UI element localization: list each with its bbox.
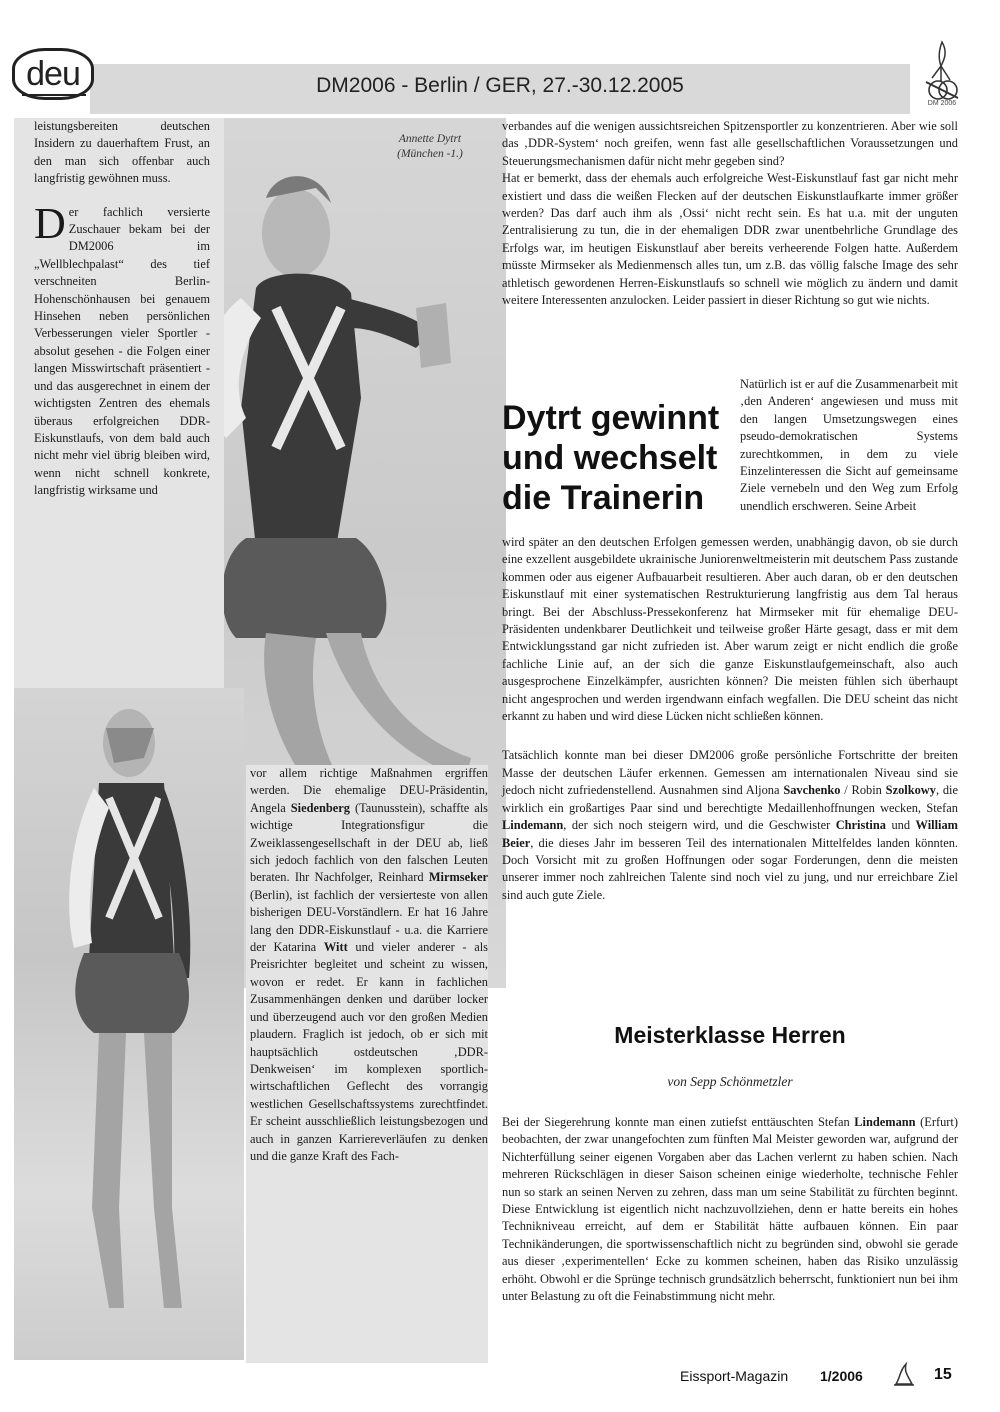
right-column-rest	[502, 534, 958, 904]
left-body-paragraph	[34, 198, 210, 500]
middle-column	[246, 765, 488, 1363]
section-byline: von Sepp Schönmetzler	[667, 1074, 793, 1089]
deu-logo: deu	[12, 48, 94, 100]
left-body-text: er fachlich versierte Zuschauer bekam bei der DM2006 im „Wellblechpalast“ des tief verschneiten Berlin-Hohenschönhausen bei genauem Hinsehen neben persönlichen Verbesserungen vieler Sportler - absolut gesehen - die Folgen einer langen Misswirtschaft präsentiert - und das ausgerechnet in einem der wichtigsten Zentren des ehemals überaus erfolgreichen DDR-Eiskunstlaufs, von dem bald auch nicht mehr viel übrig bleiben wird, wenn nicht schnell konkrete, langfristig wirksame und	[34, 204, 210, 498]
headline-side-text: Natürlich ist er auf die Zusammenarbeit mit ‚den Anderen‘ angewiesen und muss mit den langen Umsetzungswegen eines pseudo-demokratischen Systems zurechtkommen, in dem zu viele Einzelinteressen die Sicht auf gemeinsame Ziele vernebeln und den Weg zum Erfolg unendlich erschweren. Seine Arbeit	[740, 377, 958, 513]
section2-body	[502, 1114, 958, 1305]
right-para-1: verbandes auf die wenigen aussichtsreichen Spitzensportler zu konzentrieren. Aber wie soll das ‚DDR-System‘ noch greifen, wenn fast alle gesellschaftlichen Voraussetzungen und Steuerungsmechanismen dafür nicht mehr gegeben sind?	[502, 119, 958, 168]
headline-line-2: und wechselt	[502, 439, 718, 477]
para4-text-c: , der sich noch steigern wird, und die Geschwister	[563, 818, 836, 833]
emblem-caption: DM 2006	[927, 100, 957, 107]
right-para-2: Hat er bemerkt, dass der ehemals auch erfolgreiche West-Eiskunstlauf fast gar nicht mehr existiert und dass die weißen Flecken auf der deutschen Eiskunstlaufkarte immer größer werden? Das darf auch ihm als ‚Ossi‘ nicht recht sein. Es hat u.a. mit der unguten Zentralisierung zu tun, die in der ehemaligen DDR zwar unentbehrliche Grundlage des Erfolgs war, im heutigen Eiskunstlauf aber bereits verheerende Folgen hatte. Außerdem müsste Mirmseker als Medienmensch alles tun, um z.B. das völlig falsche Image des sehr athletisch gewordenen Herren-Eiskunstlaufs so schnell wie möglich zu ändern und damit weitere Interessenten anzulocken. Leider passiert in dieser Richtung so gut wie nichts.	[502, 171, 958, 308]
logo-underline	[22, 94, 86, 102]
skater-emblem-icon	[912, 38, 972, 110]
mid-text-d: und vieler anderer - als Preisrichter begleitet und scheint zu wissen, wovon er redet. Er kann in fachlichen Zusammenhängen denken und darüber locker und überzeugend auch vor den großen Medien plaudern. Fraglich ist jedoch, ob er sich mit hauptsächlich ostdeutschen ‚DDR-Denkweisen‘ im komplexen sportlich-wirtschaftlichen Geflecht des vorrangig westlichen Gesellschaftssystems zurechtfindet. Er scheint ausschließlich leistungsbezogen und auch in ganzen Karriereverläufen zu denken und die ganze Kraft des Fach-	[250, 940, 489, 1163]
mid-name-mirmseker: Mirmseker	[428, 870, 488, 885]
s2-name-lindemann: Lindemann	[854, 1115, 916, 1129]
footer-magazine: Eissport-Magazin	[680, 1368, 789, 1384]
article-headline	[502, 398, 732, 518]
page-header-title: DM2006 - Berlin / GER, 27.-30.12.2005	[316, 74, 684, 97]
caption-detail: (München -1.)	[397, 148, 463, 160]
para4-text-b: , die wirklich ein großartiges Paar sind und berechtigte Medaillenhoffnungen wecken, Stefan	[502, 783, 958, 815]
footer-swan-icon	[892, 1360, 916, 1391]
mid-name-witt: Witt	[323, 940, 348, 955]
skater-silhouette-secondary	[14, 688, 244, 1360]
page-footer	[680, 1366, 970, 1390]
footer-issue: 1/2006	[820, 1368, 863, 1384]
photo-main-caption	[380, 132, 480, 162]
para4-text-a: Tatsächlich konnte man bei dieser DM2006 große persönliche Fortschritte der breiten Masse der deutschen Läufer erkennen. Gemessen am internationalen Niveau sind sie jedoch nicht zufriedenstellend. Ausnahmen sind Aljona	[502, 748, 958, 798]
right-column-top	[502, 118, 958, 309]
section2-paragraph	[502, 1114, 958, 1305]
caption-name: Annette Dytrt	[398, 133, 462, 145]
name-william-beier: William Beier	[502, 818, 958, 850]
section-title-meisterklasse: Meisterklasse Herren	[614, 1022, 846, 1048]
middle-column-text	[250, 765, 488, 1165]
para4-und: und	[885, 818, 916, 833]
footer-page-number: 15	[934, 1366, 952, 1383]
mid-text-b: (Taunusstein), schaffte als wichtige Integrationsfigur die Zweiklassengesellschaft in der DEU ab, ließ sich jedoch fachlich von den falschen Leuten beraten. Ihr Nachfolger, Reinhard	[250, 800, 488, 885]
name-szolkowy: Szolkowy	[885, 783, 936, 798]
drop-cap: D	[34, 198, 66, 248]
name-savchenko: Savchenko	[783, 783, 841, 798]
left-column	[14, 118, 224, 688]
headline-line-3: die Trainerin	[502, 479, 705, 517]
right-para-3: wird später an den deutschen Erfolgen gemessen werden, unabhängig davon, ob sie durch eine exzellent ausgebildete ukrainische Juniorenweltmeisterin mit deutschem Pass zustande kommen oder aus eigener Aufbauarbeit resultieren. Aber auch daran, ob er den deutschen Eiskunstlauf mit einer systematischen Restrukturierung langfristig aus dem Tal heraus bringt. Bei der Abschluss-Pressekonferenz hat Mirmseker mit für ehemalige DEU-Präsidenten undenkbarer Deutlichkeit und teilweise großer Härte gesagt, dass er mit dem Entwicklungsstand gar nicht zufrieden ist. Aber warum zeigt er nicht endlich die große fachliche Linie auf, an der sich die ganze Eiskunstlaufgemeinschaft, also auch ausgesprochene Einzelkämpfer, ausrichten können? Die meisten fühlen sich überhaupt nicht angesprochen und werden irgendwann einfach wegfallen. Die DEU scheint das nicht erkannt zu haben und wird diese Lücken nicht schließen können.	[502, 535, 958, 724]
s2-text-a: Bei der Siegerehrung konnte man einen zutiefst enttäuschten Stefan	[502, 1115, 855, 1129]
name-christina: Christina	[835, 818, 886, 833]
mid-text-a: vor allem richtige Maßnahmen ergriffen werden. Die ehemalige DEU-Präsidentin, Angela	[250, 766, 488, 815]
mid-name-siedenberg: Siedenberg	[290, 800, 350, 815]
name-lindemann: Lindemann	[502, 818, 564, 833]
left-intro-text: leistungsbereiten deutschen Insidern zu dauerhaftem Frust, an den man sich offenbar auch langfristig gewöhnen muss.	[34, 119, 210, 186]
headline-line-1: Dytrt gewinnt	[502, 399, 720, 437]
para4-text-d: , die dieses Jahr im besseren Teil des internationalen Mittelfeldes landen könnten. Doch Vorsicht mit zu großen Hoffnungen oder sogar Forderungen, denn die meisten unserer immer noch zahlreichen Talente sind noch viel zu jung, und nur erreichbare Ziel sind auch gute Ziele.	[502, 835, 958, 902]
mid-text-c: (Berlin), ist fachlich der versierteste von allen bisherigen DEU-Vorständlern. Er hat 16 Jahre lang den DDR-Eiskunstlauf - u.a. die Karriere der Katarina	[250, 887, 488, 955]
right-para-4	[502, 747, 958, 904]
s2-text-b: (Erfurt) beobachten, der zwar unangefochten zum fünften Mal Meister geworden war, aufgrund der Nichterfüllung seiner eigenen Vorgaben aber das Lachen verlernt zu haben schien. Nach mehreren Rückschlägen in dieser Saison scheinen einige wiederholte, technische Fehler nun so stark an seinen Nerven zu zehren, dass man um seine Stabilität zu fürchten beginnt. Diese Entwicklung ist eigentlich nicht nachzuvollziehen, denn er hatte bereits ein hohes Technikniveau erreicht, auf dem er Stabilität hätte aufbauen können. Ein paar Technikänderungen, die sportwissenschaftlich nicht zu begründen sind, obwohl sie gerade aus dieser ‚experimentellen‘ Ecke zu kommen scheinen, haben das Risiko unzulässig erhöht. Obwohl er die Sprünge technisch grundsätzlich beherrscht, funktioniert nun bei ihm unter Belastung zu oft die Feinabstimmung nicht mehr.	[502, 1115, 958, 1304]
para4-sep: / Robin	[840, 783, 886, 798]
photo-secondary-skater	[14, 688, 244, 1360]
